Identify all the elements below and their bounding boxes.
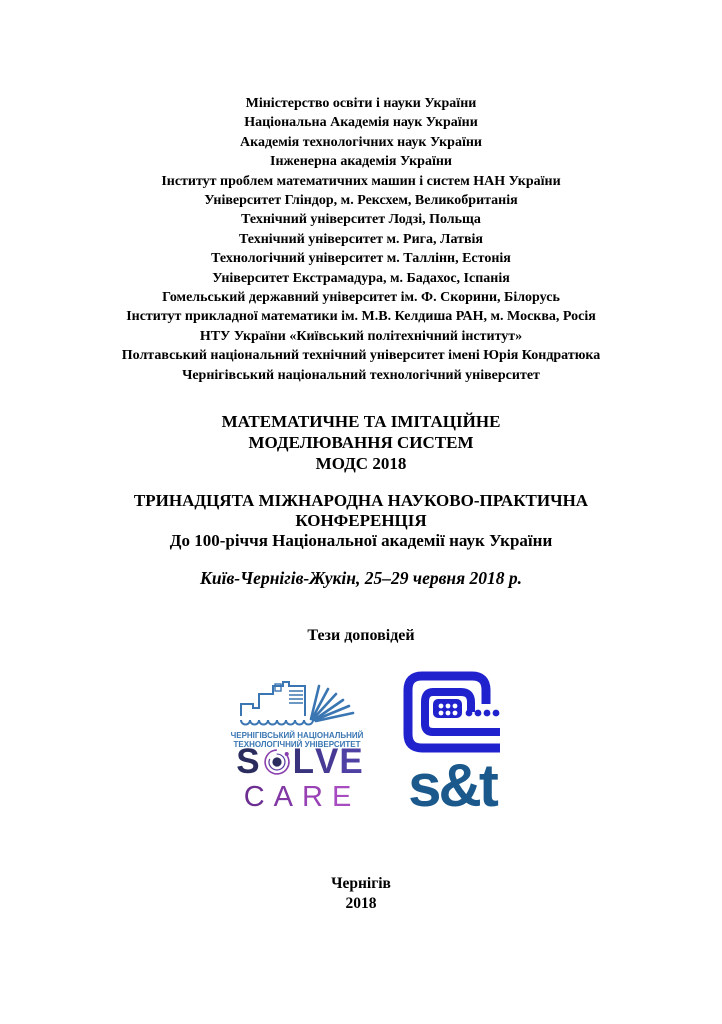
- conference-line: КОНФЕРЕНЦІЯ: [295, 511, 427, 530]
- footer-year: 2018: [345, 894, 377, 912]
- immsp-logo: [402, 668, 504, 758]
- solve-letter-l: L: [292, 742, 316, 781]
- organizations-list: [30, 94, 692, 385]
- org-line: Технічний університет м. Рига, Латвія: [238, 231, 484, 247]
- document-type: Тези доповідей: [307, 627, 415, 644]
- solve-letter-s: S: [236, 742, 261, 781]
- conference-line: ТРИНАДЦЯТА МІЖНАРОДНА НАУКОВО-ПРАКТИЧНА: [133, 491, 589, 510]
- venue-dates: Київ-Чернігів-Жукін, 25–29 червня 2018 р.: [199, 568, 523, 588]
- cntu-caption-line2: ТЕХНОЛОГІЧНИЙ УНІВЕРСИТЕТ: [233, 740, 361, 749]
- conference-line: До 100-річчя Національної академії наук України: [169, 531, 553, 550]
- org-line: Інститут прикладної математики ім. М.В. Келдиша РАН, м. Москва, Росія: [126, 309, 596, 325]
- org-line: Технічний університет Лодзі, Польща: [241, 212, 481, 228]
- title-line: МОДЕЛЮВАННЯ СИСТЕМ: [248, 433, 474, 452]
- org-line: Університет Гліндор, м. Рексхем, Великобританія: [204, 193, 518, 209]
- conference-subtitle: [30, 491, 692, 551]
- solvecare-word-care: [233, 782, 367, 812]
- org-line: НТУ України «Київський політехнічний інститут»: [199, 328, 523, 344]
- solvecare-logo: [233, 744, 367, 812]
- org-line: Технологічний університет м. Таллінн, Естонія: [211, 251, 511, 267]
- org-line: Полтавський національний технічний університет імені Юрія Кондратюка: [121, 348, 601, 364]
- solve-letter-v: V: [315, 742, 340, 781]
- footer: [30, 874, 692, 913]
- solve-letter-e: E: [339, 742, 364, 781]
- org-line: Академія технологічних наук України: [239, 134, 482, 150]
- snt-logo: [388, 752, 516, 819]
- org-line: Університет Екстрамадура, м. Бадахос, Іспанія: [212, 270, 510, 286]
- conference-title: [30, 411, 692, 474]
- solvecare-word-solve: [233, 744, 367, 780]
- care-letter-r: R: [302, 781, 332, 813]
- org-line: Інститут проблем математичних машин і систем НАН України: [161, 173, 561, 189]
- care-letter-e: E: [331, 781, 361, 813]
- care-letter-c: C: [243, 781, 274, 813]
- org-line: Чернігівський національний технологічний університет: [182, 367, 540, 383]
- org-line: Гомельський державний університет ім. Ф. Скорини, Білорусь: [162, 290, 560, 306]
- cntu-caption-line1: ЧЕРНІГІВСЬКИЙ НАЦІОНАЛЬНИЙ: [231, 731, 363, 740]
- logos-section: [0, 668, 722, 848]
- org-line: Міністерство освіти і науки України: [245, 96, 477, 111]
- footer-city: Чернігів: [331, 875, 391, 892]
- atom-icon: [262, 747, 292, 777]
- cntu-logo-icon: [231, 676, 363, 750]
- care-letter-a: A: [273, 781, 302, 813]
- snt-logo-text: s&t: [408, 752, 496, 819]
- org-line: Національна Академія наук України: [244, 115, 478, 131]
- immsp-logo-icon: [402, 668, 504, 758]
- org-line: Інженерна академія України: [270, 154, 452, 170]
- title-line: МАТЕМАТИЧНЕ ТА ІМІТАЦІЙНЕ: [221, 412, 501, 431]
- title-line: МОДС 2018: [315, 454, 407, 473]
